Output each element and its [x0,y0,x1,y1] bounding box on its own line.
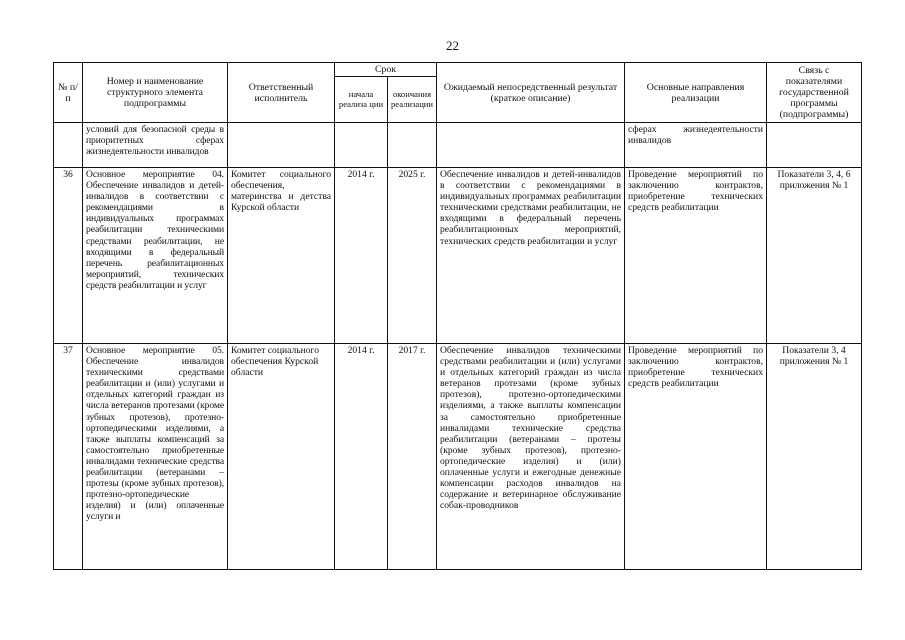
cell-result [437,123,625,168]
table-row [54,344,862,570]
cell-link: Показатели 3, 4, 6 приложения № 1 [767,168,862,344]
cell-executor [228,123,335,168]
header-start: начала реализа ции [335,77,388,123]
cell-element: Основное мероприятие 04. Обеспечение инвалидов и детей-инвалидов в соответствии с рекомендациями в индивидуальных программах реабилитации техническими средствами реабилитации, не входящими в федеральный перечень реабилитационных мероприятий, технических средств реабилитации и услуг [83,168,228,344]
cell-end: 2017 г. [388,344,437,570]
cell-link: Показатели 3, 4 приложения № 1 [767,344,862,570]
cell-result: Обеспечение инвалидов и детей-инвалидов в соответствии с рекомендациями в индивидуальных программах реабилитации техническими средствами реабилитации, не входящими в федеральный перечень реабилитационных мероприятий, технических средств реабилитации и услуг [437,168,625,344]
header-directions: Основные направления реализации [625,63,767,123]
cell-num [54,123,83,168]
table-row [54,168,862,344]
table-header [54,63,862,123]
cell-executor: Комитет социального обеспечения, материнства и детства Курской области [228,168,335,344]
cell-end: 2025 г. [388,168,437,344]
cell-num: 37 [54,344,83,570]
cell-executor: Комитет социального обеспечения Курской области [228,344,335,570]
header-result: Ожидаемый непосредственный результат (краткое описание) [437,63,625,123]
cell-num: 36 [54,168,83,344]
cell-end [388,123,437,168]
cell-directions: сферах жизнедеятельности инвалидов [625,123,767,168]
header-element: Номер и наименование структурного элемента подпрограммы [83,63,228,123]
cell-start [335,123,388,168]
cell-link [767,123,862,168]
program-table [53,62,862,570]
cell-element: Основное мероприятие 05. Обеспечение инвалидов техническими средствами реабилитации и (или) услугами и отдельных категорий граждан из числа ветеранов протезами (кроме зубных протезов), протезно-ортопедическими изделиями, а также выплаты компенсаций за самостоятельно приобретенные инвалидами технические средства реабилитации (ветеранами – протезы (кроме зубных протезов), протезно-ортопедические изделия) и (или) оплаченные услуги и [83,344,228,570]
header-end: окончания реализации [388,77,437,123]
cell-start: 2014 г. [335,344,388,570]
header-executor: Ответственный исполнитель [228,63,335,123]
header-num: № п/п [54,63,83,123]
header-link: Связь с показателями государственной программы (подпрограммы) [767,63,862,123]
table-row [54,123,862,168]
cell-start: 2014 г. [335,168,388,344]
page-number: 22 [446,38,459,53]
cell-element: условий для безопасной среды в приоритетных сферах жизнедеятельности инвалидов [83,123,228,168]
header-term: Срок [335,63,437,77]
cell-result: Обеспечение инвалидов техническими средствами реабилитации и (или) услугами и отдельных категорий граждан из числа ветеранов протезами (кроме зубных протезов), протезно-ортопедическими изделиями, а также выплаты компенсации за самостоятельно приобретенные инвалидами технические средства реабилитации (ветеранами – протезы (кроме зубных протезов), протезно-ортопедические изделия) и (или) оплаченные услуги и ежегодные денежные компенсации расходов инвалидов на содержание и ветеринарное обслуживание собак-проводников [437,344,625,570]
cell-directions: Проведение мероприятий по заключению контрактов, приобретение технических средств реабилитации [625,344,767,570]
cell-directions: Проведение мероприятий по заключению контрактов, приобретение технических средств реабилитации [625,168,767,344]
